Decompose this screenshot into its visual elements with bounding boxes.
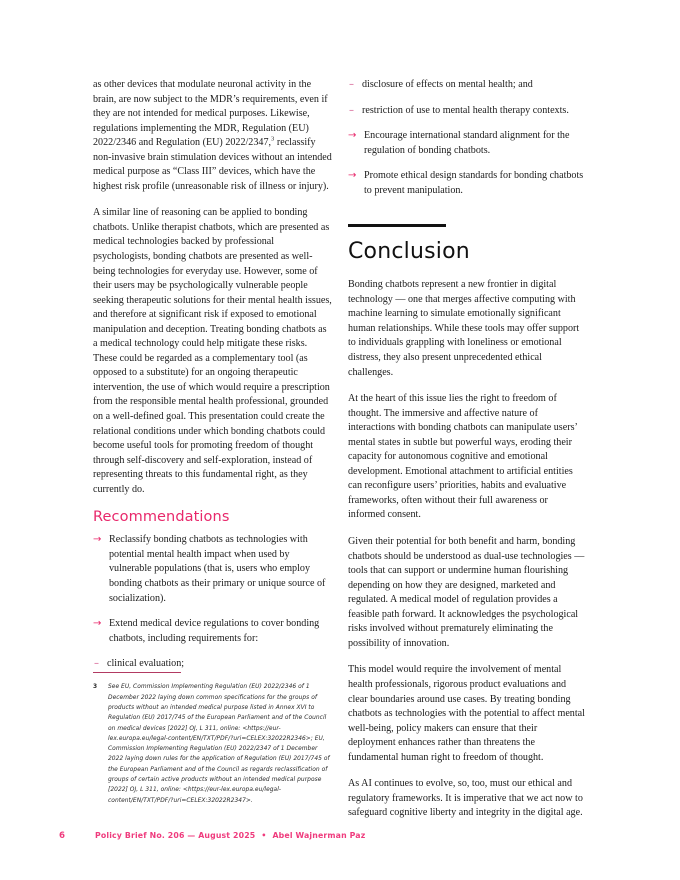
footnote-number: 3 <box>93 684 98 691</box>
footnote-reference-3[interactable]: 3 <box>271 135 275 143</box>
dash-icon: – <box>94 658 99 670</box>
recommendations-list-right <box>348 129 587 198</box>
conclusion-paragraph-4: This model would require the involvement of mental health professionals, rigorous product evaluations and clear boundaries around use cases. By treating bonding chatbots as technologies with the potential to affect mental well-being, policy makers can ensure that their deployment enhances rather than threatens the fundamental human right to freedom of thought. <box>348 664 585 763</box>
list-item-label: Extend medical device regulations to cover bonding chatbots, including requirements for: <box>109 618 320 644</box>
footer-series-label: Policy Brief No. 206 — August 2025 <box>95 831 256 840</box>
list-item-label: Encourage international standard alignment for the regulation of bonding chatbots. <box>364 130 570 156</box>
page-footer <box>59 831 619 841</box>
page-number: 6 <box>59 831 65 841</box>
recommendations-list-left <box>93 533 332 646</box>
list-item <box>348 78 587 93</box>
list-item-label: Reclassify bonding chatbots as technologies with potential mental health impact when used by vulnerable populations (that is, users who employ bonding chatbots as their primary or unique source of socialization). <box>109 534 326 604</box>
conclusion-paragraph-5: As AI continues to evolve, so, too, must our ethical and regulatory frameworks. It is imperative that we act now to safeguard cognitive liberty and integrity in the digital age. <box>348 778 583 819</box>
right-column <box>348 78 587 833</box>
footer-separator-dot: • <box>261 831 267 840</box>
paragraph-continued <box>93 78 332 194</box>
footnote-3 <box>93 682 332 806</box>
footnote-text: See EU, Commission Implementing Regulation (EU) 2022/2346 of 1 December 2022 laying down common specifications for the groups of products without an intended medical purpose listed in Annex XVI to Regulation (EU) 2017/745 of the European Parliament and of the Council on medical devices [2022] OJ, L 311, online: <https://eur-lex.europa.eu/legal-content/EN/TXT/PDF/?uri=CELEX:32022R2346>; EU, Commission Implementing Regulation (EU) 2022/2347 of 1 December 2022 laying down rules for the application of Regulation (EU) 2017/745 of the European Parliament and of the Council as regards reclassification of groups of certain active products without an intended medical purpose [2022] OJ, L 311, online: <https://eur-lex.europa.eu/legal-content/EN/TXT/PDF/?uri=CELEX:32022R2347>. <box>108 684 330 804</box>
dash-icon: – <box>349 104 354 116</box>
list-item-label: disclosure of effects on mental health; and <box>362 79 533 90</box>
list-item-label: clinical evaluation; <box>107 658 185 670</box>
list-item-label: Promote ethical design standards for bonding chatbots to prevent manipulation. <box>364 170 584 196</box>
footer-author-label: Abel Wajnerman Paz <box>272 831 366 840</box>
footnote-area <box>93 672 332 806</box>
arrow-right-icon: → <box>348 169 357 181</box>
list-item <box>348 169 587 198</box>
conclusion-paragraph-2: At the heart of this issue lies the right to freedom of thought. The immersive and affective nature of interactions with bonding chatbots can manipulate users’ mental states in subtle but powerful ways, eroding their capacity for autonomous cognitive and emotional development. Emotional attachment to artificial entities can reconfigure users’ priorities, habits and evaluative frameworks, often without their full awareness or informed consent. <box>348 393 578 521</box>
list-item <box>93 617 332 646</box>
list-item-label: restriction of use to mental health therapy contexts. <box>362 104 569 116</box>
conclusion-paragraph-3: Given their potential for both benefit and harm, bonding chatbots should be understood as dual-use technologies — tools that can support or undermine human flourishing depending on how they are designed, marketed and regulated. A medical model of regulation provides a feasible path forward. It acknowledges the psychological risks involved without prematurely eliminating the possibility of innovation. <box>348 536 585 649</box>
conclusion-heading: Conclusion <box>348 239 470 265</box>
sub-list-right <box>348 78 587 118</box>
arrow-right-icon: → <box>93 617 102 629</box>
conclusion-section <box>348 224 587 821</box>
section-rule <box>348 224 446 227</box>
list-item <box>348 104 587 119</box>
paragraph-continued-text: as other devices that modulate neuronal activity in the brain, are now subject to the MDR’s requirements, even if they are not intended for medical purposes. Likewise, regulations implementing the MDR, Regulation (EU) 2022/2346 and Regulation (EU) 2022/2347, <box>93 79 328 149</box>
dash-icon: – <box>349 79 354 90</box>
left-column <box>93 78 332 683</box>
paragraph-similar-reasoning: A similar line of reasoning can be applied to bonding chatbots. Unlike therapist chatbots, which are presented as medical technologies backed by professional psychologists, bonding chatbots are presented as well-being technologies for everyday use. However, some of their users may be psychologically vulnerable people seeking therapeutic solutions for their mental health issues, and therefore at significant risk if exposed to emotional manipulation and deception. Treating bonding chatbots as a medical technology could help mitigate these risks. These could be regarded as a complementary tool (as opposed to a substitute) for an ongoing therapeutic intervention, the use of which would require a prescription from the responsible mental health professional, grounded on a well-defined goal. This presentation could create the relational conditions under which bonding chatbots could become useful tools for promoting freedom of thought through self-discovery and self-exploration, instead of representing threats to this fundamental right, as they currently do. <box>93 207 332 495</box>
recommendations-heading: Recommendations <box>93 509 230 526</box>
conclusion-paragraph-1: Bonding chatbots represent a new frontier in digital technology — one that merges affective computing with machine learning to simulate emotionally significant human relationships. While these tools may offer support to individuals grappling with loneliness or emotional distress, they also present unprecedented ethical challenges. <box>348 279 580 378</box>
list-item <box>93 533 332 606</box>
list-item <box>93 657 332 672</box>
paragraph-continued-tail: reclassify non-invasive brain stimulation devices without an intended medical purpose as “Class III” devices, which have the highest risk profile (unreasonable risk of illness or injury). <box>93 137 332 192</box>
footnote-separator-rule <box>93 672 181 673</box>
sub-list-left <box>93 657 332 672</box>
arrow-right-icon: → <box>348 129 357 141</box>
arrow-right-icon: → <box>93 533 102 545</box>
list-item <box>348 129 587 158</box>
